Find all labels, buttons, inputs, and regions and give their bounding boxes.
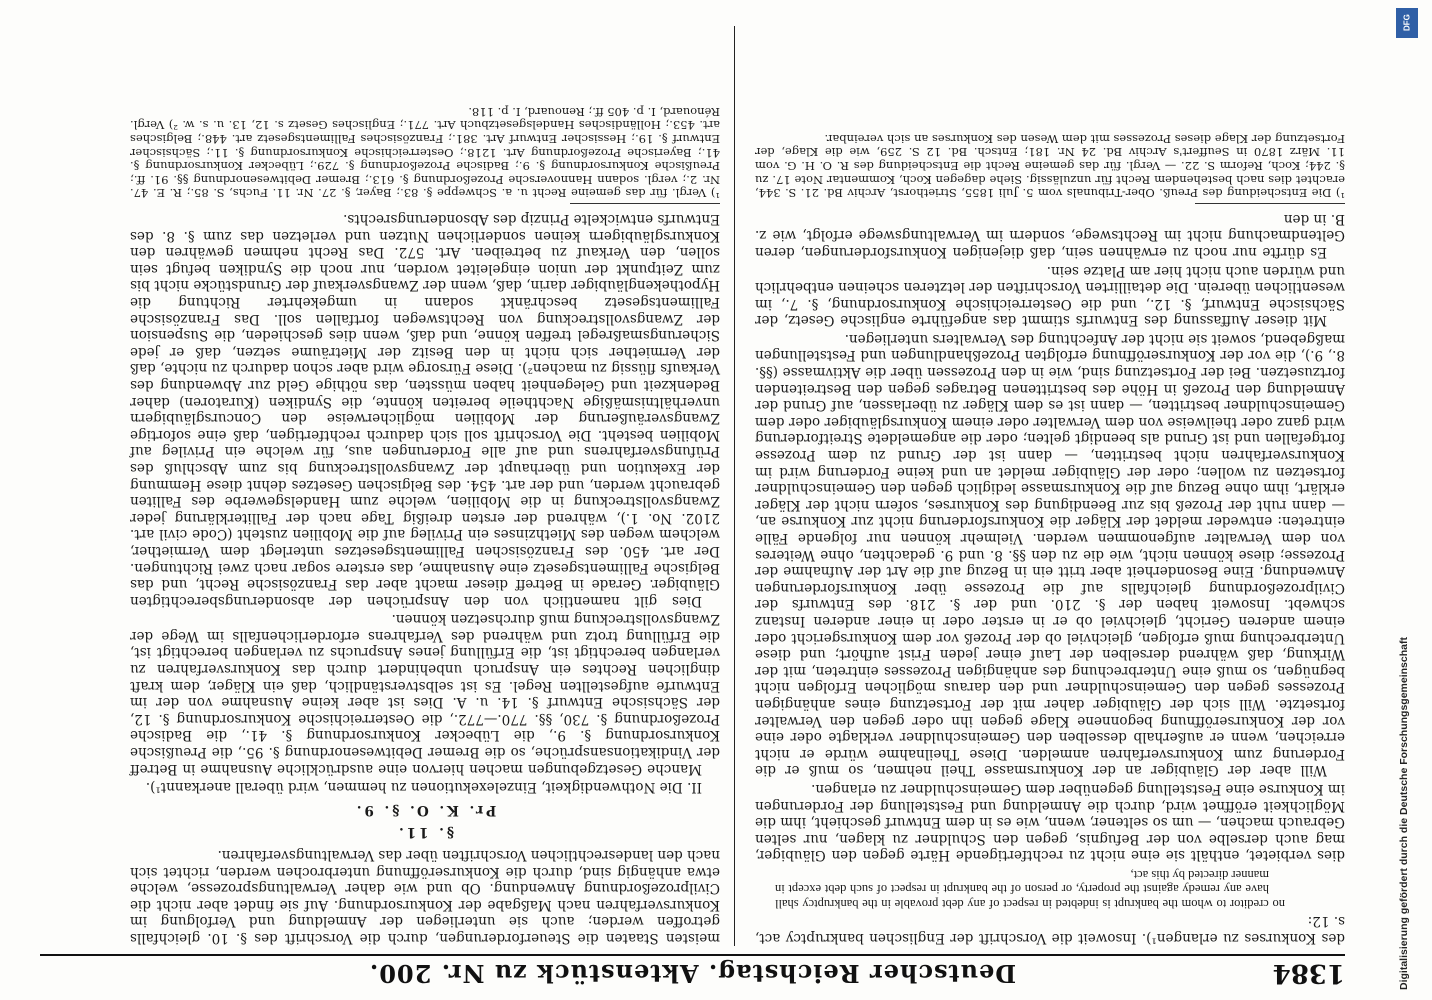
digitization-sidebar	[1386, 0, 1432, 1000]
dfg-logo: DFG	[1396, 8, 1418, 38]
section-heading: Pr. K. O. §. 9.	[353, 801, 497, 818]
paragraph: Will aber der Gläubiger an der Konkursmasse Theil nehmen, so muß er die Forderung zum Konkursverfahren anmelden. Diese Theilnahme würde er nicht erreichen, wenn er außerhalb desselben den Gemeinschuldner verklagte oder eine vor der Konkurseröffnung begonnene Klage gegen ihn oder gegen den Verwalter fortsetzte. Will sich der Gläubiger daher mit der Fortsetzung eines anhängigen Prozesses gegen den Gemeinschuldner und den daraus möglichen Erfolgen nicht begnügen, so muß eine Unterbrechung des anhängigen Prozesses eintreten, mit der Wirkung, daß während derselben der Lauf einer jeden Frist aufhört; und diese Unterbrechung muß erfolgen, gleichviel ob der Prozeß vor dem Konkursgericht oder einem anderen Gericht, gleichviel ob er in erster oder in einer anderen Instanz schwebt. Insoweit haben der §. 210. und der §. 218. des Entwurfs der Civilprozeßordnung gleichfalls auf die Prozesse über Konkursforderungen Anwendung. Eine Besonderheit aber tritt ein in Bezug auf die Art der Aufnahme der Prozesse; diese können nicht, wie die zu den §§. 8. und 9. gedachten, ohne Weiteres von dem Verwalter aufgenommen werden. Vielmehr können nur folgende Fälle eintreten: entweder meldet der Kläger die Konkursforderung nicht zur Konkurse an, — dann ruht der Prozeß bis zur Beendigung des Konkurses, sofern nicht der Kläger erklärt, ihm ohne Bezug auf die Konkursmasse lediglich gegen den Gemeinschuldner fortsetzen zu wollen; oder der Gläubiger meldet an und keine Forderung wird im Konkursverfahren nicht bestritten, — dann ist der Grund zu dem Prozesse fortgefallen und ist Grund als beendigt gelten; oder die angemeldete Streitforderung wird ganz oder theilweise von dem Verwalter oder einem Konkursgläubiger oder dem Gemeinschuldner bestritten, — dann ist es dem Kläger zu überlassen, auf Grund der Anmeldung den Prozeß in Höhe des bestrittenen Betrages gegen den Bestreitenden fortzusetzen. Bei der Fortsetzung sind, wie in den Prozessen über die Aktivmasse (§§. 8., 9.), die vor der Konkurseröffnung erfolgten Prozeßhandlungen und Feststellungen maßgebend, soweit sie nicht der Anfechtung des Verwalters unterliegen.	[755, 330, 1345, 779]
paragraph: des Konkurses zu erlangen¹). Insoweit die Vorschrift der Englischen bankruptcy act, s. 12:	[755, 913, 1345, 946]
footnote: ¹) Die Entscheidung des Preuß. Ober-Tribunals vom 5. Juli 1855, Striethorst, Archiv Bd. 21. S. 344, erachtet dies nach bestehendem Recht für unzulässig. Siehe dagegen Koch, Kommentar Note 17. zu §. 244; Koch, Reform S. 22. — Vergl. für das gemeine Recht die Entscheidung des R. O. H. G. vom 11. März 1870 in Seuffert's Archiv Bd. 24 Nr. 181; Entsch. Bd. 12 S. 259, wie die Klage, der Fortsetzung der Klage dieses Prozesses mit dem Wesen des Konkurses an sich vereinbar.	[755, 131, 1345, 201]
page-header	[40, 954, 1345, 990]
paragraph: Manche Gesetzgebungen machen hiervon eine ausdrückliche Ausnahme in Betreff der Vindikationsansprüche, so die Bremer Debitwesenordnung §. 95., die Preußische Konkursordnung §. 9., die Lübecker Konkursordnung §. 41., die Badische Prozeßordnung §. 730, §§. 770.—772., die Oesterreichische Konkursordnung §. 12, der Sächsische Entwurf §. 14. u. A. Dies ist aber keine Ausnahme von der im Entwurfe aufgestellten Regel. Es ist selbstverständlich, daß ein Kläger, dem kraft dinglichen Rechtes ein Anspruch unbehindert durch das Konkursverfahren zu verlangen berechtigt ist, die Erfüllung jenes Anspruchs zu verlangen berechtigt ist, die Erfüllung trotz und während des Verfahrens erforderlichenfalls im Wege der Zwangsvollstreckung muß durchsetzen können.	[130, 611, 720, 777]
paragraph: Mit dieser Auffassung des Entwurfs stimmt das angeführte englische Gesetz, der Sächsische Entwurf, §. 12., und die Oesterreichische Konkursordnung, §. 7., im wesentlichen überein. Die detaillirten Vorschriften der letzteren scheinen entbehrlich und würden auch nicht hier am Platze sein.	[755, 262, 1345, 329]
left-column	[755, 129, 1345, 946]
paragraph: meisten Staaten die Steuerforderungen, durch die Vorschrift des §. 10. gleichfalls getroffen werden; auch sie unterliegen der Anmeldung und Verfolgung im Konkursverfahren nach Maßgabe der Konkursordnung. Auf sie findet aber nicht die Civilprozeßordnung Anwendung. Ob und wie daher Verwaltungsprozesse, welche etwa anhängig sind, durch die Konkurseröffnung unterbrochen werden, richtet sich nach den landesrechtlichen Vorschriften über das Verwaltungsverfahren.	[130, 847, 720, 946]
running-title: Deutscher Reichstag. Aktenstück zu Nr. 200.	[368, 959, 1017, 988]
footnote-rule	[570, 203, 720, 204]
paragraph: Es dürfte nur noch zu erwähnen sein, daß diejenigen Konkursforderungen, deren Geltendmachung nicht im Rechtswege, sondern im Verwaltungswege erfolgt, wie z. B. in den	[755, 210, 1345, 260]
paragraph: Dies gilt namentlich von den Ansprüchen der absonderungsberechtigten Gläubiger. Gerade in Betreff dieser macht aber das Französische Recht, und das Belgische Fallimentsgesetz eine Ausnahme, das erstere sogar nach zwei Richtungen. Der art. 450. des Französischen Fallimentsgesetzes unterlegt dem Vermiether, welchem wegen des Miethzinses ein Privileg auf die Mobilien zusteht (Code civil art. 2102. No. 1.), während der ersten dreißig Tage nach der Falliterklärung jeder Zwangsvollstreckung in die Mobilien, welche zum Handelsgewerbe des Falliten gebraucht werden, und der art. 454. des Belgischen Gesetzes dehnt diese Hemmung der Exekution und überhaupt der Zwangsvollstreckung bis zum Abschluß des Prüfungsverfahrens und auf alle Forderungen aus, für welche ein Privileg auf Mobilien besteht. Die Vorschrift soll sich dadurch rechtfertigen, daß eine sofortige Zwangsveräußerung der Mobilien möglicherweise den Concursgläubigern unverhältnismäßige Nachtheile bereiten könnte, die Syndiken (Kuratoren) daher Bedenkzeit und Gelegenheit haben müssten, das nöthige Geld zur Abwendung des Verkaufs flüssig zu machen²). Diese Fürsorge wird aber schon dadurch zu nichte, daß der Vermiether sich nicht in den Besitz der Mieträume setzen, daß er jede Sicherungsmaßregel treffen könne, und daß, wenn dies geschieden, die Suspension der Zwangsvollstreckung von Rechtswegen fortfallen soll. Das Französische Fallimentsgesetz beschränkt sodann in umgekehrter Richtung die Hypothekengläubiger darin, daß, wenn der Zwangsverkauf der Grundstücke nicht bis zum Zeitpunkt der union eingeleitet worden, nur noch die Syndiken befugt sein sollen, den Verkauf zu betreiben. Art. 572. Das Recht nehmen gewähren den Konkursgläubigern keinen sonderlichen Nutzen und verletzen das zum §. 8. des Entwurfs entwickelte Prinzip des Absonderungsrechts.	[130, 211, 720, 609]
column-divider	[734, 26, 735, 946]
paragraph: II. Die Nothwendigkeit, Einzelexekutionen zu hemmen, wird überall anerkannt¹).	[145, 779, 702, 796]
page-number: 1384	[1272, 958, 1345, 988]
digitization-credit: Digitalisierung gefördert durch die Deutsche Forschungsgemeinschaft	[1398, 637, 1410, 990]
quote-line: no creditor to whom the bankrupt is indebted in respect of any debt provable in the bankruptcy shall have any remedy against the property, or person of the bankrupt in respect of such debt except in manner directed by this act,	[775, 867, 1285, 911]
english-quote	[755, 867, 1345, 911]
footnote: ¹) Vergl. für das gemeine Recht u. a. Schweppe §. 83.; Bayer, §. 27. Nr. 11. Fuchs, S. 85.; R. E. 47. Nr. 2.; vergl. sodann Hannoversche Prozeßordnung §. 613.; Bremer Debitwesenordnung §§. 91. ff.; Preußische Konkursordnung §. 9.; Badische Prozeßordnung §. 729.; Lübecker Konkursordnung §. 41.; Bayerische Prozeßordnung Art. 1218.; Oesterreichische Konkursordnung §. 11.; Sächsischer Entwurf §. 19.; Hessischer Entwurf Art. 381.; Französisches Fallimentsgesetz art. 448.; Belgisches art. 453.; Holländisches Handelsgesetzbuch Art. 771.; Englisches Gesetz s. 12, 13. u. s. w. ²) Vergl. Rénouard, I. p. 405 ff.; Renouard, I. p. 118.	[130, 104, 720, 201]
footnote-rule	[1195, 203, 1345, 204]
paragraph: dies verbietet, enthält sie eine nicht zu rechtfertigende Härte gegen den Gläubiger, mag auch derselbe von der Befugnis, gegen den Schuldner zu klagen, nur selten Gebrauch machen, — um so seltener, wenn, wie es in dem Entwurf geschieht, ihm die Möglichkeit eröffnet wird, durch die Anmeldung und Feststellung der Forderungen im Konkurse eine Feststellung gegenüber dem Gemeinschuldner zu erlangen.	[755, 780, 1345, 864]
right-column	[130, 102, 720, 946]
section-heading: §. 11.	[396, 824, 454, 841]
